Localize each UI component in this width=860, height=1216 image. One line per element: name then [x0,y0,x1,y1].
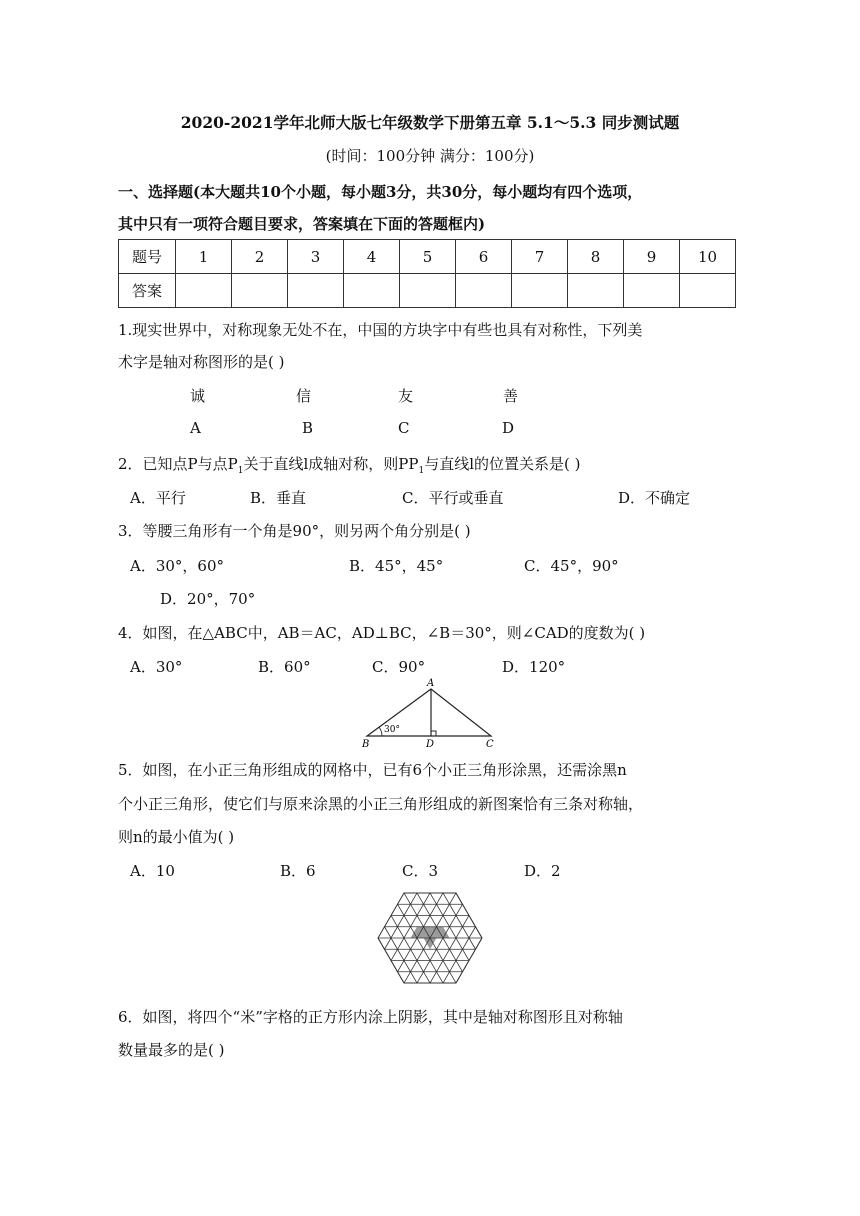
q1-char-a: 诚 [190,387,206,405]
q5-option-a: A．10 [130,862,175,880]
vertex-label-c: C [486,739,494,750]
q4-text: 4．如图，在△ABC中，AB＝AC，AD⊥BC，∠B＝30°，则∠CAD的度数为( ) [118,624,646,642]
table-cell: 10 [680,240,736,274]
answer-cell[interactable] [288,274,344,308]
grid-line [398,904,444,983]
q4-option-c: C．90° [372,658,426,676]
q1-label-d: D [502,419,515,437]
vertex-label-a: A [427,678,435,689]
q3-option-b: B．45°，45° [349,557,444,575]
table-cell: 2 [232,240,288,274]
table-cell: 3 [288,240,344,274]
section-heading-cont: 其中只有一项符合题目要求，答案填在下面的答题框内) [118,215,486,233]
q2-option-c: C．平行或垂直 [402,489,504,507]
answer-cell[interactable] [232,274,288,308]
table-header-number: 题号 [119,240,176,274]
shaded-triangle [424,938,437,949]
table-cell: 7 [512,240,568,274]
answer-cell[interactable] [680,274,736,308]
q1-text-cont: 术字是轴对称图形的是( ) [118,353,285,371]
table-row-answers [119,274,736,308]
q3-option-c: C．45°，90° [524,557,619,575]
table-cell: 5 [400,240,456,274]
q1-label-c: C [398,419,410,437]
vertex-label-b: B [362,739,370,750]
q5-option-c: C．3 [402,862,439,880]
q4-option-d: D．120° [502,658,566,676]
grid-line [385,893,418,949]
q5-text-cont: 个小正三角形，使它们与原来涂黑的小正三角形组成的新图案恰有三条对称轴， [118,795,644,813]
q3-option-a: A．30°，60° [130,557,225,575]
answer-cell[interactable] [344,274,400,308]
answer-cell[interactable] [456,274,512,308]
q1-text: 1.现实世界中，对称现象无处不在，中国的方块字中有些也具有对称性，下列美 [118,321,643,339]
q1-char-b: 信 [296,387,312,405]
page-title: 2020-2021学年北师大版七年级数学下册第五章 5.1～5.3 同步测试题 [180,113,680,132]
q4-option-b: B．60° [258,658,311,676]
q5-text: 5．如图，在小正三角形组成的网格中，已有6个小正三角形涂黑，还需涂黑n [118,761,627,779]
answer-table [118,239,736,308]
q2-option-d: D．不确定 [618,489,691,507]
answer-cell[interactable] [624,274,680,308]
q2-option-a: A．平行 [130,489,186,507]
q1-label-a: A [190,419,201,437]
q6-text-cont: 数量最多的是( ) [118,1041,225,1059]
page-subtitle: (时间：100分钟 满分：100分) [325,147,535,165]
q1-label-b: B [302,419,314,437]
q6-text: 6．如图，将四个“米”字格的正方形内涂上阴影，其中是轴对称图形且对称轴 [118,1008,623,1026]
q3-option-d: D．20°，70° [160,590,256,608]
table-cell: 9 [624,240,680,274]
section-heading: 一、选择题(本大题共10个小题，每小题3分，共30分，每小题均有四个选项， [118,183,643,201]
q1-char-d: 善 [503,387,519,405]
q5-text-cont2: 则n的最小值为( ) [118,828,235,846]
q5-option-b: B．6 [280,862,316,880]
table-cell: 6 [456,240,512,274]
answer-cell[interactable] [400,274,456,308]
triangle-grid-figure [370,886,490,992]
grid-line [417,904,463,983]
angle-label: 30° [384,725,400,735]
triangle-figure [355,675,515,755]
table-header-answer: 答案 [119,274,176,308]
q2-option-b: B．垂直 [250,489,307,507]
answer-cell[interactable] [176,274,232,308]
vertex-label-d: D [426,739,435,750]
q3-text: 3．等腰三角形有一个角是90°，则另两个角分别是( ) [118,522,471,540]
answer-cell[interactable] [568,274,624,308]
table-row-numbers [119,240,736,274]
q1-char-c: 友 [398,387,414,405]
table-cell: 1 [176,240,232,274]
table-cell: 8 [568,240,624,274]
q2-text: 2．已知点P与点$P_1$关于直线l成轴对称，则$PP_1$与直线l的位置关系是( ) [118,455,581,476]
q5-option-d: D．2 [524,862,561,880]
q4-option-a: A．30° [130,658,183,676]
answer-cell[interactable] [512,274,568,308]
grid-line [443,893,476,949]
table-cell: 4 [344,240,400,274]
